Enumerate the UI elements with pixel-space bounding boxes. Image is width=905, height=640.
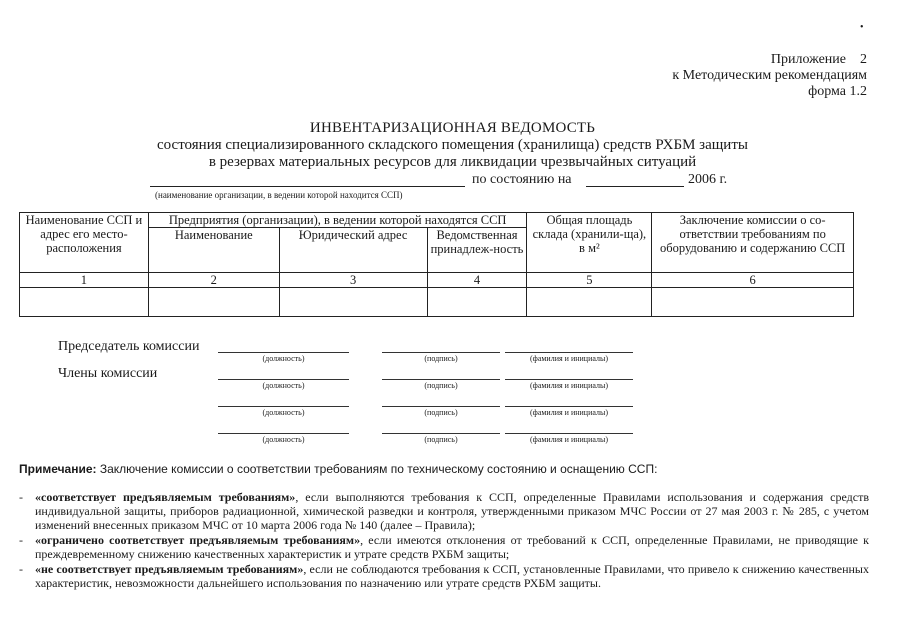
title-sub2: в резервах материальных ресурсов для ликвидации чрезвычайных ситуаций [208,154,697,170]
position-line[interactable] [218,405,349,407]
name-line[interactable] [505,405,633,407]
title-main: ИНВЕНТАРИЗАЦИОННАЯ ВЕДОМОСТЬ [309,120,596,136]
column-number: 1 [20,273,149,288]
column-number: 4 [427,273,527,288]
table-cell[interactable] [652,288,854,317]
header-enterprise-group: Предприятия (организации), в ведении которой находятся ССП [148,213,527,228]
chairman-label: Председатель комиссии [58,339,200,354]
name-caption: (фамилия и инициалы) [529,408,609,417]
column-number: 5 [527,273,652,288]
title-sub1: состояния специализированного складского помещения (хранилища) средств РХБМ защиты [157,137,748,153]
signature-caption: (подпись) [424,408,458,417]
note-item [19,490,869,532]
note-item-term: «ограничено соответствует предъявляемым требованиям» [35,533,361,547]
header-area: Общая площадь склада (хранили-ща), в м² [527,213,652,273]
organization-fill-line [150,172,465,187]
bullet-dash: - [19,490,23,504]
header-conclusion: Заключение комиссии о со-ответствии требованиям по оборудованию и содержанию ССП [652,213,854,273]
signature-line[interactable] [382,432,500,434]
date-fill-line [586,172,684,187]
empty-data-row [20,288,854,317]
table-cell[interactable] [20,288,149,317]
column-number: 3 [279,273,427,288]
bullet-dash: - [19,533,23,547]
name-line[interactable] [505,351,633,353]
signature-line[interactable] [382,405,500,407]
position-caption: (должность) [262,408,305,417]
note-list [19,490,869,591]
note-item-text: , если выполняются требования к ССП, определенные Правилами использования и содержания средств индивидуальной защиты, приборов радиационной, химической разведки и контроля, утвержденными приказом МЧС России от 27 мая 2003 г. № 285, с учетом изменений внесенных приказом МЧС от 10 марта 2006 года № 140 (далее – Правила); [35,490,869,532]
column-number: 2 [148,273,279,288]
document-title [0,120,905,171]
signature-line[interactable] [382,351,500,353]
position-line[interactable] [218,351,349,353]
table-cell[interactable] [427,288,527,317]
note-item-text: , если имеются отклонения от требований к ССП, определенные Правилами, не приводящие к преждевременному снижению качественных характеристик и утрате средств РХБМ защиты; [35,533,869,561]
scan-speck: • [860,22,864,33]
signature-caption: (подпись) [424,354,458,363]
table-cell[interactable] [148,288,279,317]
name-caption: (фамилия и инициалы) [529,381,609,390]
note-text: Заключение комиссии о соответствии требованиям по техническому состоянию и оснащению ССП: [99,462,658,476]
column-number: 6 [652,273,854,288]
members-label: Члены комиссии [58,366,158,381]
note-item [19,562,869,590]
note-heading [19,462,657,476]
appendix-header [672,52,867,100]
appendix-reference: к Методическим рекомендациям [672,68,867,83]
name-line[interactable] [505,378,633,380]
position-line[interactable] [218,432,349,434]
name-caption: (фамилия и инициалы) [529,354,609,363]
header-legal-address: Юридический адрес [279,228,427,273]
header-ssp-name: Наименование ССП и адрес его место-расположения [20,213,149,273]
appendix-label: Приложение [770,52,846,67]
name-caption: (фамилия и инициалы) [529,435,609,444]
header-enterprise-name: Наименование [148,228,279,273]
note-item [19,533,869,561]
form-number: форма 1.2 [808,84,867,99]
note-item-text: , если не соблюдаются требования к ССП, установленные Правилами, что привело к снижению качественных характеристик, невозможности дальнейшего использования по назначению или утрате средств РХБМ защиты. [35,562,869,590]
signature-line[interactable] [382,378,500,380]
table-cell[interactable] [279,288,427,317]
signature-caption: (подпись) [424,381,458,390]
name-line[interactable] [505,432,633,434]
note-item-term: «не соответствует предъявляемым требованиям» [35,562,304,576]
header-affiliation: Ведомственная принадлеж-ность [427,228,527,273]
note-item-term: «соответствует предъявляемым требованиям» [35,490,296,504]
organization-caption: (наименование организации, в ведении которой находится ССП) [155,190,403,200]
note-label: Примечание: [19,462,97,476]
year-label: 2006 г. [688,172,728,187]
as-of-label: по состоянию на [472,172,572,187]
position-caption: (должность) [262,435,305,444]
signature-caption: (подпись) [424,435,458,444]
inventory-table [19,212,854,317]
column-numbers-row [20,273,854,288]
position-caption: (должность) [262,354,305,363]
bullet-dash: - [19,562,23,576]
position-line[interactable] [218,378,349,380]
position-caption: (должность) [262,381,305,390]
appendix-number: 2 [860,52,867,67]
table-cell[interactable] [527,288,652,317]
